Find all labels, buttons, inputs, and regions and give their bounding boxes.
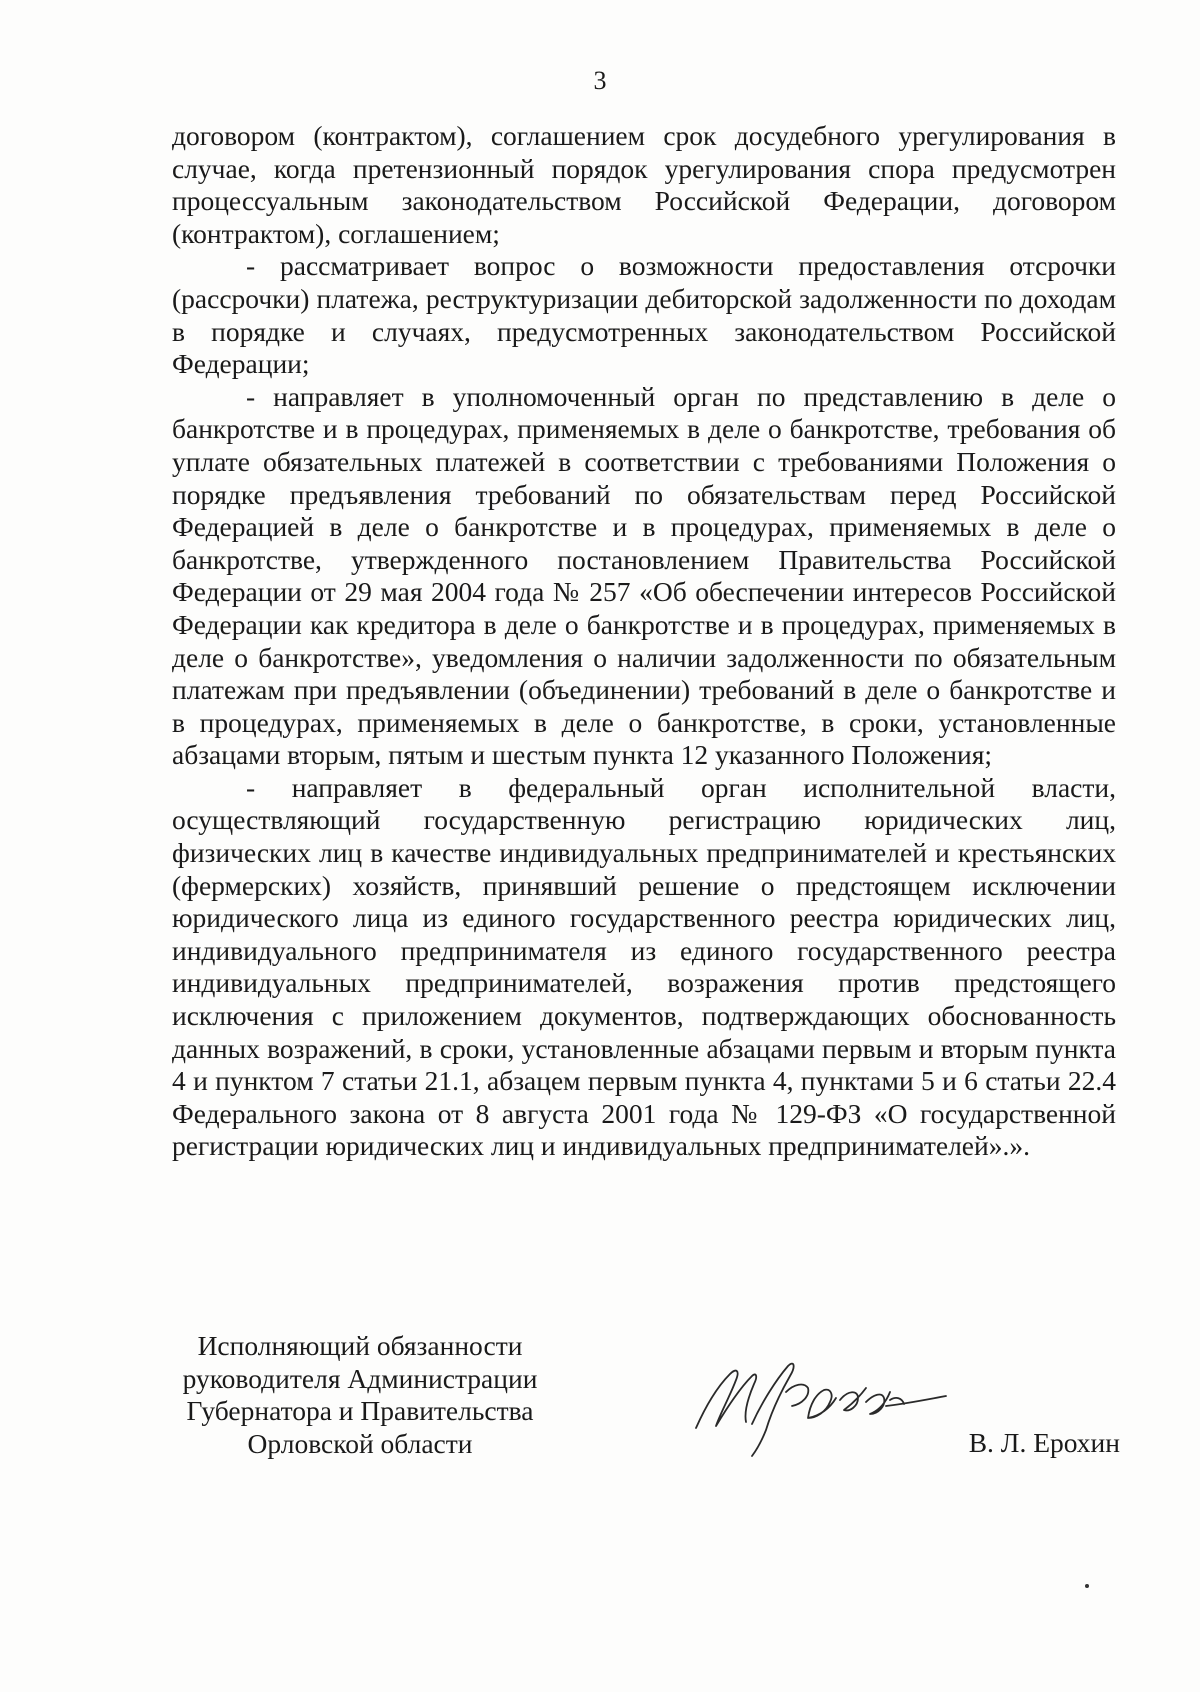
- signer-title-line: руководителя Администрации: [182, 1362, 538, 1394]
- signer-title: [168, 1330, 552, 1460]
- signer-name: В. Л. Ерохин: [968, 1427, 1120, 1458]
- paragraph-bankruptcy: - направляет в уполномоченный орган по представлению в деле о банкротстве и в процедурах, применяемых в деле о банкротстве, требования об уплате обязательных платежей в соответствии с требованиями Положения о порядке предъявления требований по обязательствам перед Российской Федерацией в деле о банкротстве и в процедурах, применяемых в деле о банкротстве, утвержденного постановлением Правительства Российской Федерации от 29 мая 2004 года № 257 «Об обеспечении интересов Российской Федерации как кредитора в деле о банкротстве и в процедурах, применяемых в деле о банкротстве», уведомления о наличии задолженности по обязательным платежам при предъявлении (объединении) требований в деле о банкротстве и в процедурах, применяемых в деле о банкротстве, в сроки, установленные абзацами вторым, пятым и шестым пункта 12 указанного Положения;: [172, 380, 1116, 771]
- signer-title-line: Губернатора и Правительства: [186, 1395, 534, 1427]
- handwritten-signature: [690, 1340, 950, 1460]
- paragraph-deferral: - рассматривает вопрос о возможности предоставления отсрочки (рассрочки) платежа, реструктуризации дебиторской задолженности по доходам в порядке и случаях, предусмотренных законодательством Российской Федерации;: [172, 250, 1116, 380]
- signer-title-line: Орловской области: [247, 1427, 473, 1459]
- page-number: 3: [593, 66, 607, 95]
- signer-title-line: Исполняющий обязанности: [197, 1330, 523, 1361]
- paragraph-continuation: договором (контрактом), соглашением срок досудебного урегулирования в случае, когда претензионный порядок урегулирования спора предусмотрен процессуальным законодательством Российской Федерации, договором (контрактом), соглашением;: [172, 120, 1116, 249]
- document-body: [172, 120, 1116, 1163]
- scan-speck: [1085, 1584, 1089, 1588]
- paragraph-registry-exclusion: - направляет в федеральный орган исполнительной власти, осуществляющий государственную регистрацию юридических лиц, физических лиц в качестве индивидуальных предпринимателей и крестьянских (фермерских) хозяйств, принявший решение о предстоящем исключении юридического лица из единого государственного реестра юридических лиц, индивидуального предпринимателя из единого государственного реестра индивидуальных предпринимателей, возражения против предстоящего исключения с приложением документов, подтверждающих обоснованность данных возражений, в сроки, установленные абзацами первым и вторым пункта 4 и пунктом 7 статьи 21.1, абзацем первым пункта 4, пунктами 5 и 6 статьи 22.4 Федерального закона от 8 августа 2001 года № 129-ФЗ «О государственной регистрации юридических лиц и индивидуальных предпринимателей».».: [172, 771, 1116, 1162]
